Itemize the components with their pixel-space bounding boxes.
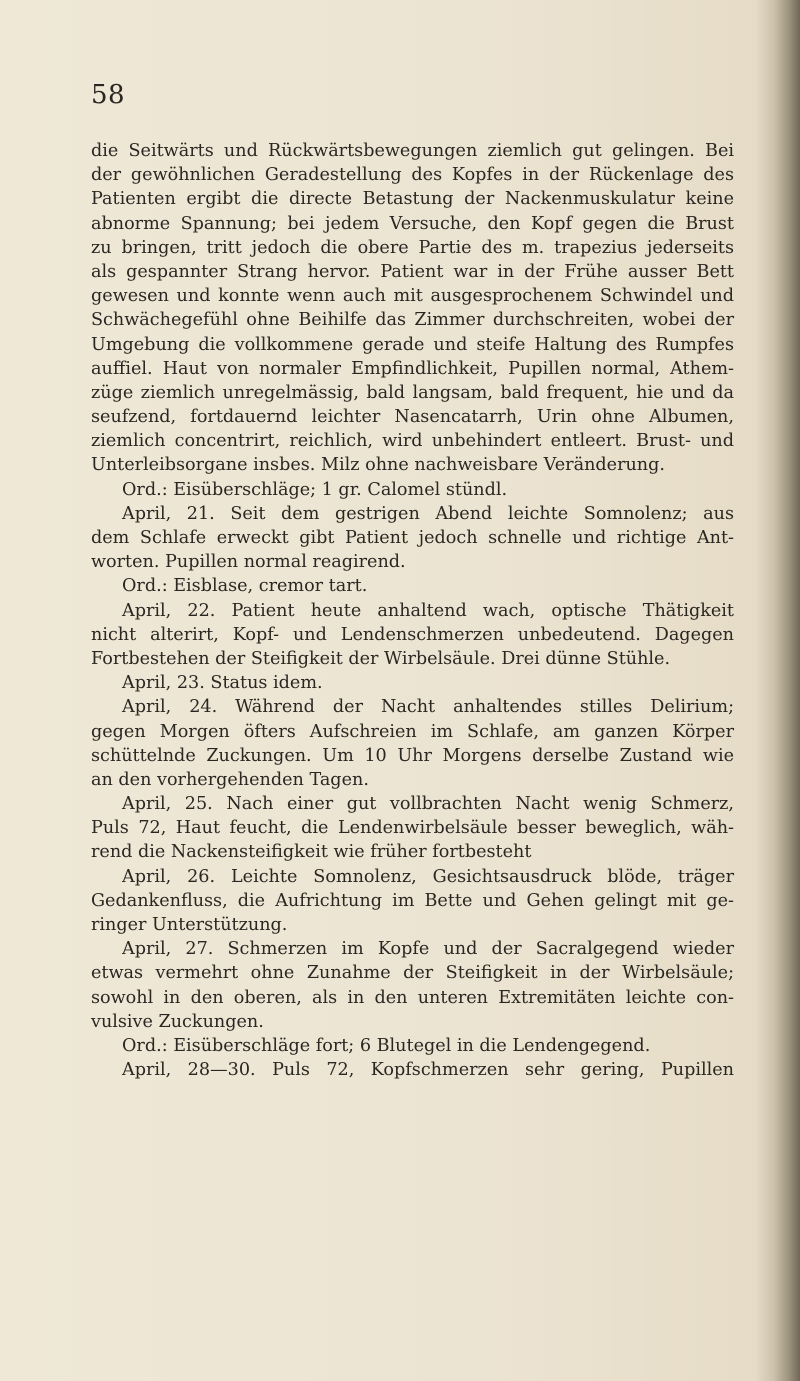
text-line: etwas vermehrt ohne Zunahme der Steifigkeit in der Wirbelsäule; (91, 963, 734, 984)
text-line: Patienten ergibt die directe Betastung der Nackenmuskulatur keine (91, 189, 734, 210)
text-line: Ord.: Eisüberschläge fort; 6 Blutegel in die Lendengegend. (122, 1035, 651, 1056)
page-gutter-shadow (756, 0, 800, 1381)
page-number: 58 (91, 80, 126, 110)
text-line: Ord.: Eisblase, cremor tart. (122, 576, 368, 597)
text-line: sowohl in den oberen, als in den unteren Extremitäten leichte con- (91, 987, 734, 1008)
text-line: auffiel. Haut von normaler Empfindlichkeit, Pupillen normal, Athem- (91, 358, 734, 379)
text-line: Puls 72, Haut feucht, die Lendenwirbelsäule besser beweglich, wäh- (91, 818, 734, 839)
text-line: dem Schlafe erweckt gibt Patient jedoch schnelle und richtige Ant- (91, 528, 734, 548)
text-line: April, 23. Status idem. (122, 673, 323, 694)
text-line: abnorme Spannung; bei jedem Versuche, den Kopf gegen die Brust (91, 213, 734, 234)
text-line: nicht alterirt, Kopf- und Lendenschmerzen unbedeutend. Dagegen (91, 624, 734, 645)
text-line: zu bringen, tritt jedoch die obere Partie des m. trapezius jederseits (91, 237, 734, 258)
text-line: ringer Unterstützung. (91, 915, 288, 935)
text-line: April, 28—30. Puls 72, Kopfschmerzen sehr gering, Pupillen (122, 1060, 734, 1081)
text-line: gewesen und konnte wenn auch mit ausgesprochenem Schwindel und (91, 286, 734, 307)
body-text (91, 139, 734, 1082)
text-line: April, 21. Seit dem gestrigen Abend leichte Somnolenz; aus (122, 503, 734, 524)
text-line: April, 27. Schmerzen im Kopfe und der Sacralgegend wieder (122, 939, 734, 960)
text-line: Gedankenfluss, die Aufrichtung im Bette und Gehen gelingt mit ge- (91, 890, 734, 911)
text-line: die Seitwärts und Rückwärtsbewegungen ziemlich gut gelingen. Bei (91, 141, 734, 161)
text-line: rend die Nackensteifigkeit wie früher fortbesteht (91, 842, 532, 863)
text-line: worten. Pupillen normal reagirend. (91, 552, 406, 573)
text-line: April, 26. Leichte Somnolenz, Gesichtsausdruck blöde, träger (122, 866, 734, 887)
text-line: gegen Morgen öfters Aufschreien im Schlafe, am ganzen Körper (91, 721, 734, 742)
text-line: Unterleibsorgane insbes. Milz ohne nachweisbare Veränderung. (91, 455, 665, 476)
text-line: schüttelnde Zuckungen. Um 10 Uhr Morgens derselbe Zustand wie (91, 745, 734, 766)
text-line: züge ziemlich unregelmässig, bald langsam, bald frequent, hie und da (91, 382, 734, 403)
text-line: der gewöhnlichen Geradestellung des Kopfes in der Rückenlage des (91, 165, 734, 186)
text-line: April, 25. Nach einer gut vollbrachten Nacht wenig Schmerz, (122, 794, 734, 815)
text-line: an den vorhergehenden Tagen. (91, 769, 369, 790)
text-line: April, 24. Während der Nacht anhaltendes stilles Delirium; (122, 697, 734, 718)
text-line: April, 22. Patient heute anhaltend wach, optische Thätigkeit (122, 600, 734, 621)
text-line: seufzend, fortdauernd leichter Nasencatarrh, Urin ohne Albumen, (91, 407, 734, 428)
text-line: Umgebung die vollkommene gerade und steife Haltung des Rumpfes (91, 334, 734, 355)
text-line: Fortbestehen der Steifigkeit der Wirbelsäule. Drei dünne Stühle. (91, 648, 671, 669)
text-line: Ord.: Eisüberschläge; 1 gr. Calomel stündl. (122, 479, 508, 500)
text-line: Schwächegefühl ohne Beihilfe das Zimmer durchschreiten, wobei der (91, 310, 734, 331)
text-line: als gespannter Strang hervor. Patient war in der Frühe ausser Bett (91, 261, 734, 282)
text-line: vulsive Zuckungen. (91, 1011, 264, 1032)
text-line: ziemlich concentrirt, reichlich, wird unbehindert entleert. Brust- und (91, 431, 734, 452)
